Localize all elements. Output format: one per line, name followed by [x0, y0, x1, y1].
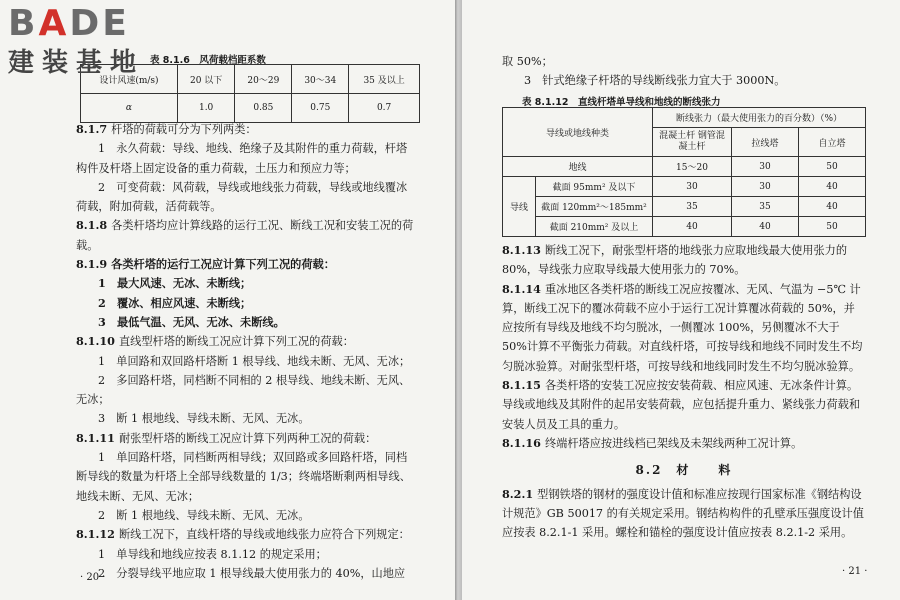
table-cell: 30	[653, 177, 732, 197]
paragraph	[76, 216, 418, 255]
book-gutter	[455, 0, 462, 600]
paragraph	[76, 429, 418, 448]
table-row	[503, 157, 866, 177]
table-cell: 30	[732, 157, 799, 177]
paragraph-text: 2 多回路杆塔，同档断不同相的 2 根导线、地线未断、无风、无冰；	[76, 373, 411, 407]
paragraph-text: 直线型杆塔的断线工况应计算下列工况的荷载：	[118, 335, 354, 349]
table-cell: 0.85	[235, 94, 292, 123]
paragraph-text: 1 单回路杆塔，同档断两相导线；双回路或多回路杆塔，同档断导线的数量为杆塔上全部导线数量的 1/3；终端塔断剩两相导线、地线未断、无风、无冰；	[76, 451, 411, 503]
paragraph	[502, 434, 866, 453]
paragraph-text: 1 永久荷载：导线、地线、绝缘子及其附件的重力荷载，杆塔构件及杆塔上固定设备的重力荷载，土压力和预应力等；	[76, 142, 408, 175]
table-cell: 50	[799, 217, 866, 237]
paragraph	[502, 485, 866, 543]
paragraph-text: 3 最低气温、无风、无冰、未断线。	[98, 314, 285, 329]
paragraph	[502, 376, 866, 434]
paragraph	[76, 564, 418, 583]
paragraph	[76, 313, 418, 332]
watermark-logo	[8, 4, 168, 84]
paragraph-text: 取 50%；	[502, 55, 553, 68]
paragraph-text: 杆塔的荷载可分为下列两类：	[111, 123, 257, 136]
paragraph	[76, 545, 418, 564]
paragraph-text: 1 单导线和地线应按表 8.1.12 的规定采用；	[98, 547, 327, 561]
table-cell: 40	[732, 217, 799, 237]
paragraph	[76, 120, 418, 139]
table-cell: 35	[732, 197, 799, 217]
left-body-text	[76, 120, 418, 583]
table-cell: 混凝土杆 钢管混凝土杆	[653, 128, 732, 157]
paragraph-text: 1 最大风速、无冰、未断线；	[98, 276, 252, 291]
table-cell: 地线	[503, 157, 653, 177]
table-cell: 自立塔	[799, 128, 866, 157]
paragraph-text: 重冰地区各类杆塔的断线工况应按覆冰、无风、气温为 −5℃ 计算，断线工况下的覆冰荷载不应小于运行工况计算覆冰荷载的 50%，并应按所有导线及地线不均匀脱冰，一侧覆冰 100%，另侧覆冰不大于 50%计算不平衡张力荷载。对直线杆塔，可按导线和地线不同时发生不均匀脱冰验算。对耐张型杆塔，可按导线和地线同时发生不均匀脱冰验算。	[502, 282, 863, 373]
paragraph-text: 型钢铁塔的钢材的强度设计值和标准应按现行国家标准《钢结构设计规范》GB 50017 的有关规定采用。钢结构构件的孔壁承压强度设计值应按表 8.2.1-1 采用。螺栓和锚栓的强度设计值应按表 8.2.1-2 采用。	[502, 487, 864, 540]
table-cell: 1.0	[177, 94, 235, 123]
paragraph-text: 断线工况下，耐张型杆塔的地线张力应取地线最大使用张力的 80%，导线张力应取导线最大使用张力的 70%。	[502, 244, 848, 277]
table-caption: 表 8.1.6 风荷载档距系数	[150, 55, 266, 66]
table-cell: 截面 120mm²～185mm²	[536, 197, 653, 217]
table-cell: 35	[653, 197, 732, 217]
paragraph	[76, 506, 418, 525]
paragraph	[76, 274, 418, 293]
paragraph-text: 各类杆塔的安装工况应按安装荷载、相应风速、无冰条件计算。导线或地线及其附件的起吊安装荷载，应包括提升重力、紧线张力荷载和安装人员及工具的重力。	[502, 379, 861, 431]
logo-mark: BADE	[8, 3, 130, 44]
table-cell: α	[81, 94, 178, 123]
paragraph-text: 2 覆冰、相应风速、未断线；	[98, 295, 252, 310]
paragraph-text: 1 单回路和双回路杆塔断 1 根导线、地线未断、无风、无冰；	[98, 354, 411, 368]
table-cell: 30～34	[292, 65, 349, 94]
paragraph	[502, 71, 866, 90]
paragraph	[76, 332, 418, 351]
paragraph-text: 耐张型杆塔的断线工况应计算下列两种工况的荷载：	[118, 431, 377, 445]
table-cell: 0.7	[349, 94, 420, 123]
section-number: 8.1.12	[76, 527, 115, 542]
table-cell: 截面 95mm² 及以下	[536, 177, 653, 197]
paragraph	[76, 255, 418, 274]
paragraph	[76, 352, 418, 371]
section-number: 8.1.16	[502, 435, 541, 450]
table-cell: 30	[732, 177, 799, 197]
right-body-text	[502, 241, 866, 542]
section-number: 8.2.1	[502, 486, 534, 501]
paragraph-text: 2 分裂导线平地应取 1 根导线最大使用张力的 40%，山地应	[98, 566, 406, 580]
table-cell: 15～20	[653, 157, 732, 177]
table-cell: 40	[799, 197, 866, 217]
table-cell: 导线	[503, 177, 536, 237]
section-number: 8.1.14	[502, 281, 541, 296]
paragraph	[76, 448, 418, 506]
right-top-text	[502, 52, 866, 91]
paragraph	[76, 371, 418, 410]
paragraph-text: 断线工况下，直线杆塔的导线或地线张力应符合下列规定：	[118, 528, 410, 542]
logo-chinese-text: 建装基地	[8, 48, 145, 78]
table-cell: 导线或地线种类	[503, 108, 653, 157]
paragraph	[76, 139, 418, 178]
section-number: 8.1.8	[76, 218, 108, 233]
table-cell: 50	[799, 157, 866, 177]
table-cell: 35 及以上	[349, 65, 420, 94]
table-cell: 拉线塔	[732, 128, 799, 157]
paragraph	[502, 52, 866, 71]
paragraph-text: 各类杆塔的运行工况应计算下列工况的荷载：	[111, 257, 335, 272]
paragraph	[502, 241, 866, 280]
table-row	[503, 197, 866, 217]
paragraph	[76, 525, 418, 544]
section-number: 8.1.10	[76, 334, 115, 349]
paragraph-text: 3 针式绝缘子杆塔的导线断线张力宜大于 3000N。	[524, 74, 786, 88]
section-number: 8.1.9	[76, 257, 108, 272]
paragraph-text: 2 可变荷载：风荷载，导线或地线张力荷载，导线或地线覆冰荷载，附加荷载，活荷载等。	[76, 180, 408, 214]
table-cell: 20～29	[235, 65, 292, 94]
section-number: 8.1.13	[502, 243, 541, 257]
table-row	[503, 217, 866, 237]
table-row	[503, 108, 866, 128]
table-cell: 40	[653, 217, 732, 237]
page-number: · 21 ·	[842, 566, 868, 577]
paragraph	[76, 409, 418, 428]
section-number: 8.1.7	[76, 122, 108, 136]
paragraph-text: 2 断 1 根地线、导线未断、无风、无冰。	[98, 508, 310, 522]
paragraph	[502, 280, 866, 376]
table-cell: 0.75	[292, 94, 349, 123]
table-cell: 设计风速(m/s)	[81, 65, 178, 94]
table-cell: 截面 210mm² 及以上	[536, 217, 653, 237]
table-row	[503, 177, 866, 197]
paragraph	[76, 178, 418, 217]
page-number: · 20 ·	[80, 572, 106, 583]
break-tension-table	[502, 107, 866, 237]
table-row	[81, 94, 420, 123]
table-cell: 40	[799, 177, 866, 197]
paragraph-text: 各类杆塔均应计算线路的运行工况、断线工况和安装工况的荷载。	[76, 219, 414, 252]
paragraph-text: 终端杆塔应按进线档已架线及未架线两种工况计算。	[544, 436, 803, 450]
section-number: 8.1.11	[76, 430, 115, 445]
right-page	[462, 0, 900, 600]
table-caption: 表 8.1.12 直线杆塔单导线和地线的断线张力	[522, 97, 721, 108]
section-heading: 8.2 材 料	[635, 463, 733, 478]
paragraph	[76, 294, 418, 313]
table-cell: 20 以下	[177, 65, 235, 94]
section-number: 8.1.15	[502, 378, 541, 393]
table-cell: 断线张力（最大使用张力的百分数）（%）	[653, 108, 866, 128]
paragraph-text: 3 断 1 根地线、导线未断、无风、无冰。	[98, 412, 310, 426]
